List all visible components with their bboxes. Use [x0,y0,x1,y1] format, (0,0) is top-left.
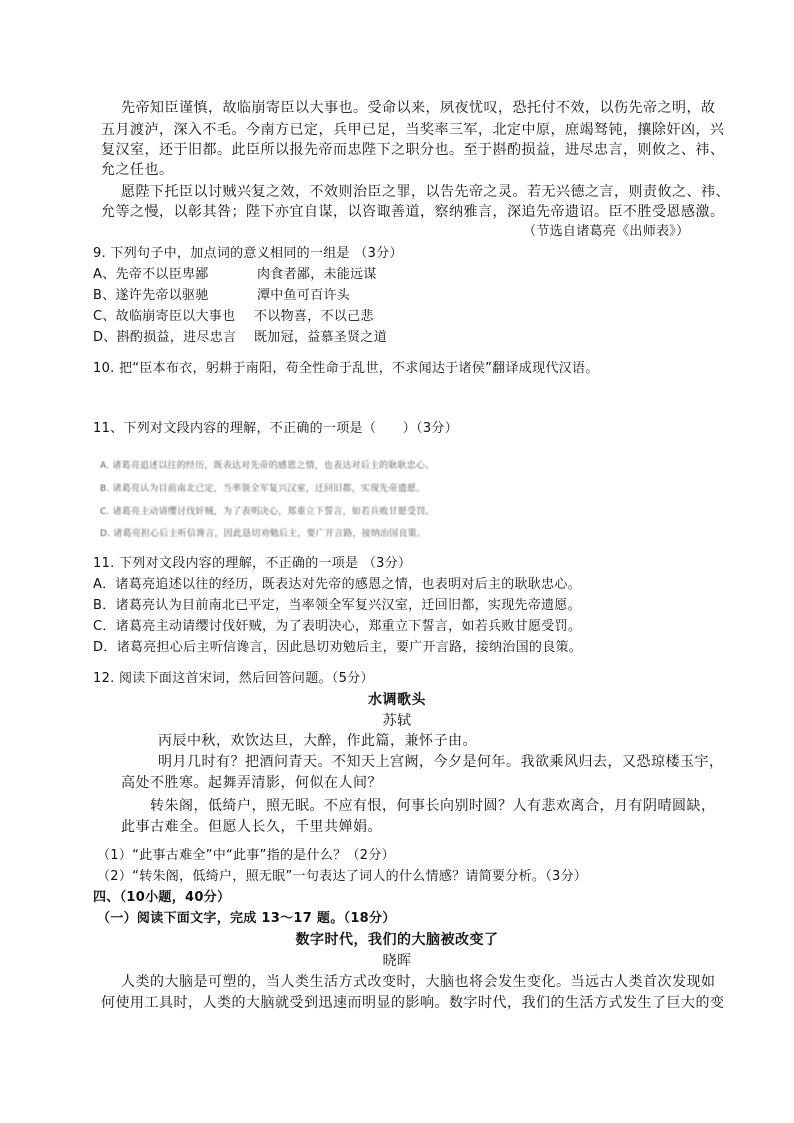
q12-stem: 12. 阅读下面这首宋词，然后回答问题。（5分） [93,671,374,686]
poem-author: 苏轼 [382,713,412,729]
section4-heading: 四、（10小题，40分） [93,890,231,905]
q9-option-a-pair: 肉食者鄙，未能远谋 [257,267,377,282]
poem-title: 水调歌头 [368,692,426,708]
passage-line: 允之任也。 [101,162,174,178]
poem-line: 高处不胜寒。起舞弄清影，何似在人间？ [121,775,382,791]
passage-line: 五月渡泸，深入不毛。今南方已定，兵甲已足，当奖率三军，北定中原，庶竭驽钝，攘除奸凶，兴 [101,122,725,138]
q12-sub2: （2）“转朱阁，低绮户，照无眠”一句表达了词人的什么情感？请简要分析。（3分） [97,869,588,884]
article-title: 数字时代，我们的大脑被改变了 [295,932,499,948]
q11-option-c: C．诸葛亮主动请缨讨伐奸贼，为了表明决心，郑重立下誓言，如若兵败甘愿受罚。 [93,619,582,634]
q11-option-b: B．诸葛亮认为目前南北已平定，当率领全军复兴汉室，迁回旧都，实现先帝遗愿。 [93,598,582,613]
q11-blurred-option: A. 诸葛亮追述以往的经历，既表达对先帝的感恩之情，也表达对后主的耿耿忠心。 [100,461,435,471]
q11-option-d: D．诸葛亮担心后主听信谗言，因此恳切劝勉后主，要广开言路，接纳治国的良策。 [93,640,583,655]
q9-option-a: A、先帝不以臣卑鄙 [93,267,209,282]
q9-option-c: C、故临崩寄臣以大事也 [93,309,236,324]
poem-line: 此事古难全。但愿人长久，千里共婵娟。 [121,819,382,835]
passage-line: 允等之慢，以彰其咎；陛下亦宜自谋，以咨诹善道，察纳雅言，深追先帝遗诏。臣不胜受恩感激。 [101,204,725,220]
article-line: 人类的大脑是可塑的，当人类生活方式改变时，大脑也将会发生变化。当远古人类首次发现如 [121,974,716,990]
q9-option-b: B、遂许先帝以驱驰 [93,288,209,303]
passage-source: （节选自诸葛亮《出师表》） [523,224,690,239]
q11-option-a: A．诸葛亮追述以往的经历，既表达对先帝的感恩之情，也表明对后主的耿耿忠心。 [93,577,581,592]
q11-blurred-option: C. 诸葛亮主动请缨讨伐奸贼，为了表明决心，郑重立下誓言，如若兵败甘愿受罚。 [100,507,435,517]
poem-line: 明月几时有？把酒问青天。不知天上宫阙，今夕是何年。我欲乘风归去，又恐琼楼玉宇， [158,754,724,770]
q9-option-c-pair: 不以物喜，不以己悲 [254,309,374,324]
poem-preface: 丙辰中秋，欢饮达旦，大醉，作此篇，兼怀子由。 [158,733,477,749]
article-line: 何使用工具时，人类的大脑就受到迅速而明显的影响。数字时代，我们的生活方式发生了巨大的变 [101,995,725,1011]
q12-sub1: （1）“此事古难全”中“此事”指的是什么？（2分） [97,848,395,863]
poem-line: 转朱阁，低绮户，照无眠。不应有恨，何事长向别时圆？人有悲欢离合，月有阴晴圆缺， [150,798,716,814]
article-author: 晓晖 [382,953,412,969]
q9-option-d: D、斟酌损益，进尽忠言 [93,330,237,345]
passage-line: 先帝知臣谨慎，故临崩寄臣以大事也。受命以来，夙夜忧叹，恐托付不效，以伤先帝之明，故 [121,100,716,116]
q11-stem: 11. 下列对文段内容的理解，不正确的一项是 （3分） [93,556,412,571]
q9-stem: 9. 下列句子中，加点词的意义相同的一组是 （3分） [93,246,403,261]
passage-line: 复汉室，还于旧都。此臣所以报先帝而忠陛下之职分也。至于斟酌损益，进尽忠言，则攸之、祎、 [101,142,725,158]
q9-option-b-pair: 潭中鱼可百许头 [257,288,351,303]
q11-blurred-option: B. 诸葛亮认为目前南北已定，当率领全军复兴汉室，迁回旧都，实现先帝遗愿。 [100,484,426,494]
q9-option-d-pair: 既加冠，益慕圣贤之道 [254,330,388,345]
q11-blurred-stem: 11、下列对文段内容的理解，不正确的一项是（ ）（3分） [93,421,459,436]
q10-stem: 10. 把“臣本布衣，躬耕于南阳，苟全性命于乱世，不求闻达于诸侯”翻译成现代汉语。 [93,361,599,376]
q11-blurred-option: D. 诸葛亮担心后主听信谗言，因此恳切劝勉后主，要广开言路，接纳治国良策。 [100,529,427,539]
passage-line: 愿陛下托臣以讨贼兴复之效，不效则治臣之罪，以告先帝之灵。若无兴德之言，则责攸之、祎、 [121,184,730,200]
section4-sub: （一）阅读下面文字，完成 13～17 题。（18分） [97,911,396,926]
